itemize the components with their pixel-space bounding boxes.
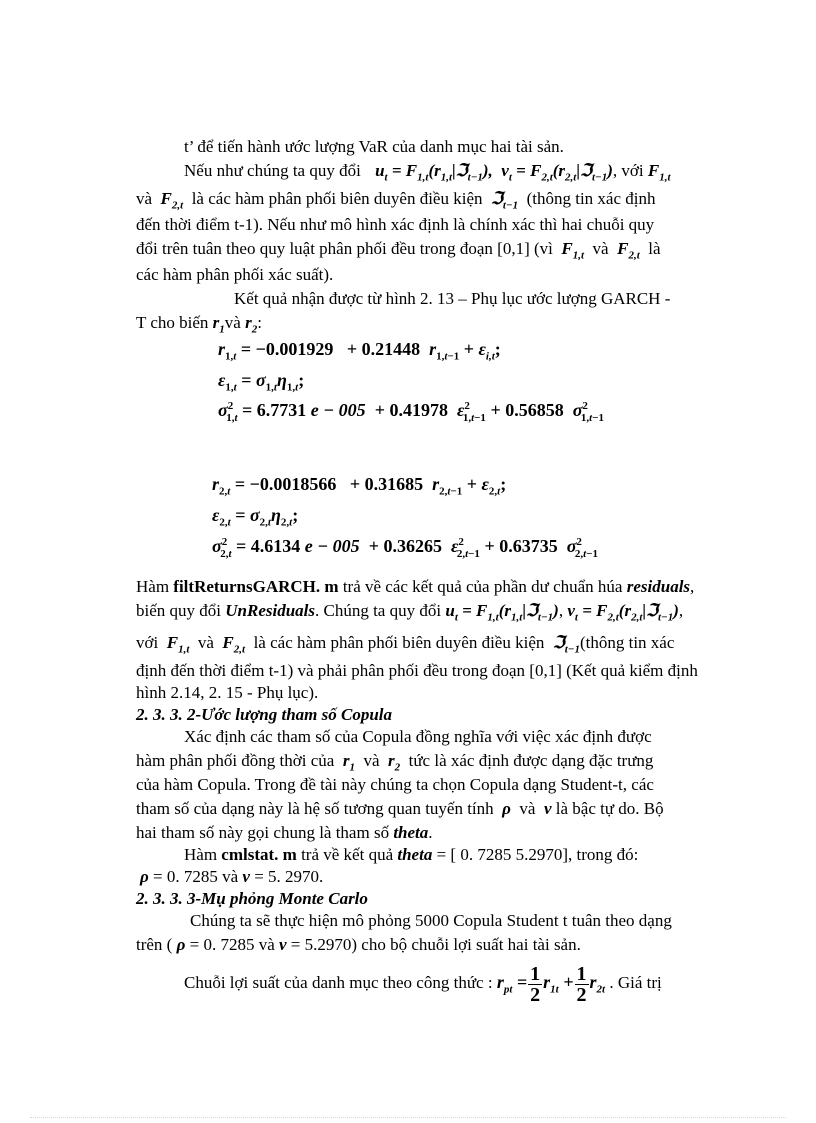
section-heading: 2. 3. 3. 3-Mụ phỏng Monte Carlo: [136, 889, 368, 908]
text-line: Chúng ta sẽ thực hiện mô phỏng 5000 Copula Student t tuân theo dạng: [190, 911, 672, 930]
text-line: Chuỗi lợi suất của danh mục theo công thức : $r_{pt}$ = $\frac{1}{2}$ $r_{1t}$ + $\frac{1}{2}$ $r_{2t}$ . Giá trị: [184, 962, 662, 1006]
text-line: định đến thời điểm t-1) và phải phân phối đều trong đoạn [0,1] (Kết quả kiểm định: [136, 661, 698, 680]
text-line: với $F_{1,t}$ và $F_{2,t}$ là các hàm phân phối biên duyên điều kiện ℑ$_{t-1}$(thông tin xác: [136, 633, 675, 656]
text-line: hai tham số này gọi chung là tham số theta.: [136, 823, 433, 842]
text-line: và $F_{2,t}$ là các hàm phân phối biên duyên điều kiện ℑ$_{t-1}$ (thông tin xác định: [136, 189, 656, 212]
formula-ut: $u_t$ = $F_{1,t}(r_{1,t}|ℑ_{t-1})$, $v_t$ = $F_{2,t}(r_{2,t}|ℑ_{t-1})$: [375, 161, 613, 184]
text-line: Hàm cmlstat. m trả về kết quả theta = [ 0. 7285 5.2970], trong đó:: [184, 845, 639, 864]
text-line: hàm phân phối đồng thời của $r_1$ và $r_2$ tức là xác định được dạng đặc trưng: [136, 751, 654, 774]
text-line: T cho biến $r_1và$ $r_2$:: [136, 313, 262, 336]
section-heading: 2. 3. 3. 2-Ước lượng tham số Copula: [136, 705, 393, 724]
text-line: ρ = 0. 7285 và ν = 5. 2970.: [140, 867, 324, 886]
portfolio-formula: $r_{pt}$ =: [496, 972, 528, 996]
footer-divider: [30, 1117, 786, 1118]
text-line: Kết quả nhận được từ hình 2. 13 – Phụ lục ước lượng GARCH -: [234, 289, 671, 308]
equation-eps2: $\varepsilon_{2,t} = \sigma_{2,t}\eta_{2,t}$;: [212, 505, 299, 529]
equation-eps1: $\varepsilon_{1,t} = \sigma_{1,t}\eta_{1,t}$;: [218, 370, 305, 394]
text-line: Xác định các tham số của Copula đồng nghĩa với việc xác định được: [184, 727, 652, 746]
text-line: đổi trên tuân theo quy luật phân phối đều trong đoạn [0,1] (vì $F_{1,t}$ và $F_{2,t}$ là: [136, 239, 661, 262]
equation-sigma2: $\sigma^2_{2,t} = 4.6134$ e − 005 + 0.36265 $\varepsilon^2_{2,t-1} + 0.63735$ $\sigma^2_{2,t-1}$: [212, 536, 598, 560]
text-line: biến quy đổi UnResiduals. Chúng ta quy đổi $u_t$ = $F_{1,t}(r_{1,t}|ℑ_{t-1})$, $v_t$ = $F_{2,t}(r_{2,t}|ℑ_{t-1})$,: [136, 601, 684, 624]
text-line: tham số của dạng này là hệ số tương quan tuyến tính ρ và ν là bậc tự do. Bộ: [136, 799, 664, 818]
text-line: các hàm phân phối xác suất).: [136, 265, 334, 284]
text-line: t’ để tiến hành ước lượng VaR của danh mục hai tài sản.: [184, 137, 564, 156]
text-line: của hàm Copula. Trong đề tài này chúng ta chọn Copula dạng Student-t, các: [136, 775, 654, 794]
text-line: Hàm filtReturnsGARCH. m trả về các kết quả của phần dư chuẩn húa residuals,: [136, 577, 695, 596]
text-line: trên ( ρ = 0. 7285 và ν = 5.2970) cho bộ chuỗi lợi suất hai tài sản.: [136, 935, 581, 954]
equation-r1: $r_{1,t} = -0.001929$ + 0.21448 $r_{1,t-1} + \varepsilon_{i,t}$;: [218, 339, 501, 363]
text-line: hình 2.14, 2. 15 - Phụ lục).: [136, 683, 319, 702]
text-line: đến thời điểm t-1). Nếu như mô hình xác định là chính xác thì hai chuỗi quy: [136, 215, 655, 234]
equation-r2: $r_{2,t} = -0.0018566$ + 0.31685 $r_{2,t-1} + \varepsilon_{2,t}$;: [212, 474, 507, 498]
equation-sigma1: $\sigma^2_{1,t} = 6.7731$ e − 005 + 0.41978 $\varepsilon^2_{1,t-1} + 0.56858$ $\sigma^2_{1,t-1}$: [218, 400, 604, 424]
text-line: Nếu như chúng ta quy đổi $u_t$ = $F_{1,t}(r_{1,t}|ℑ_{t-1})$, $v_t$ = $F_{2,t}(r_{2,t}|ℑ_{t-1})$, với $F_{1,t}$: [184, 161, 671, 184]
